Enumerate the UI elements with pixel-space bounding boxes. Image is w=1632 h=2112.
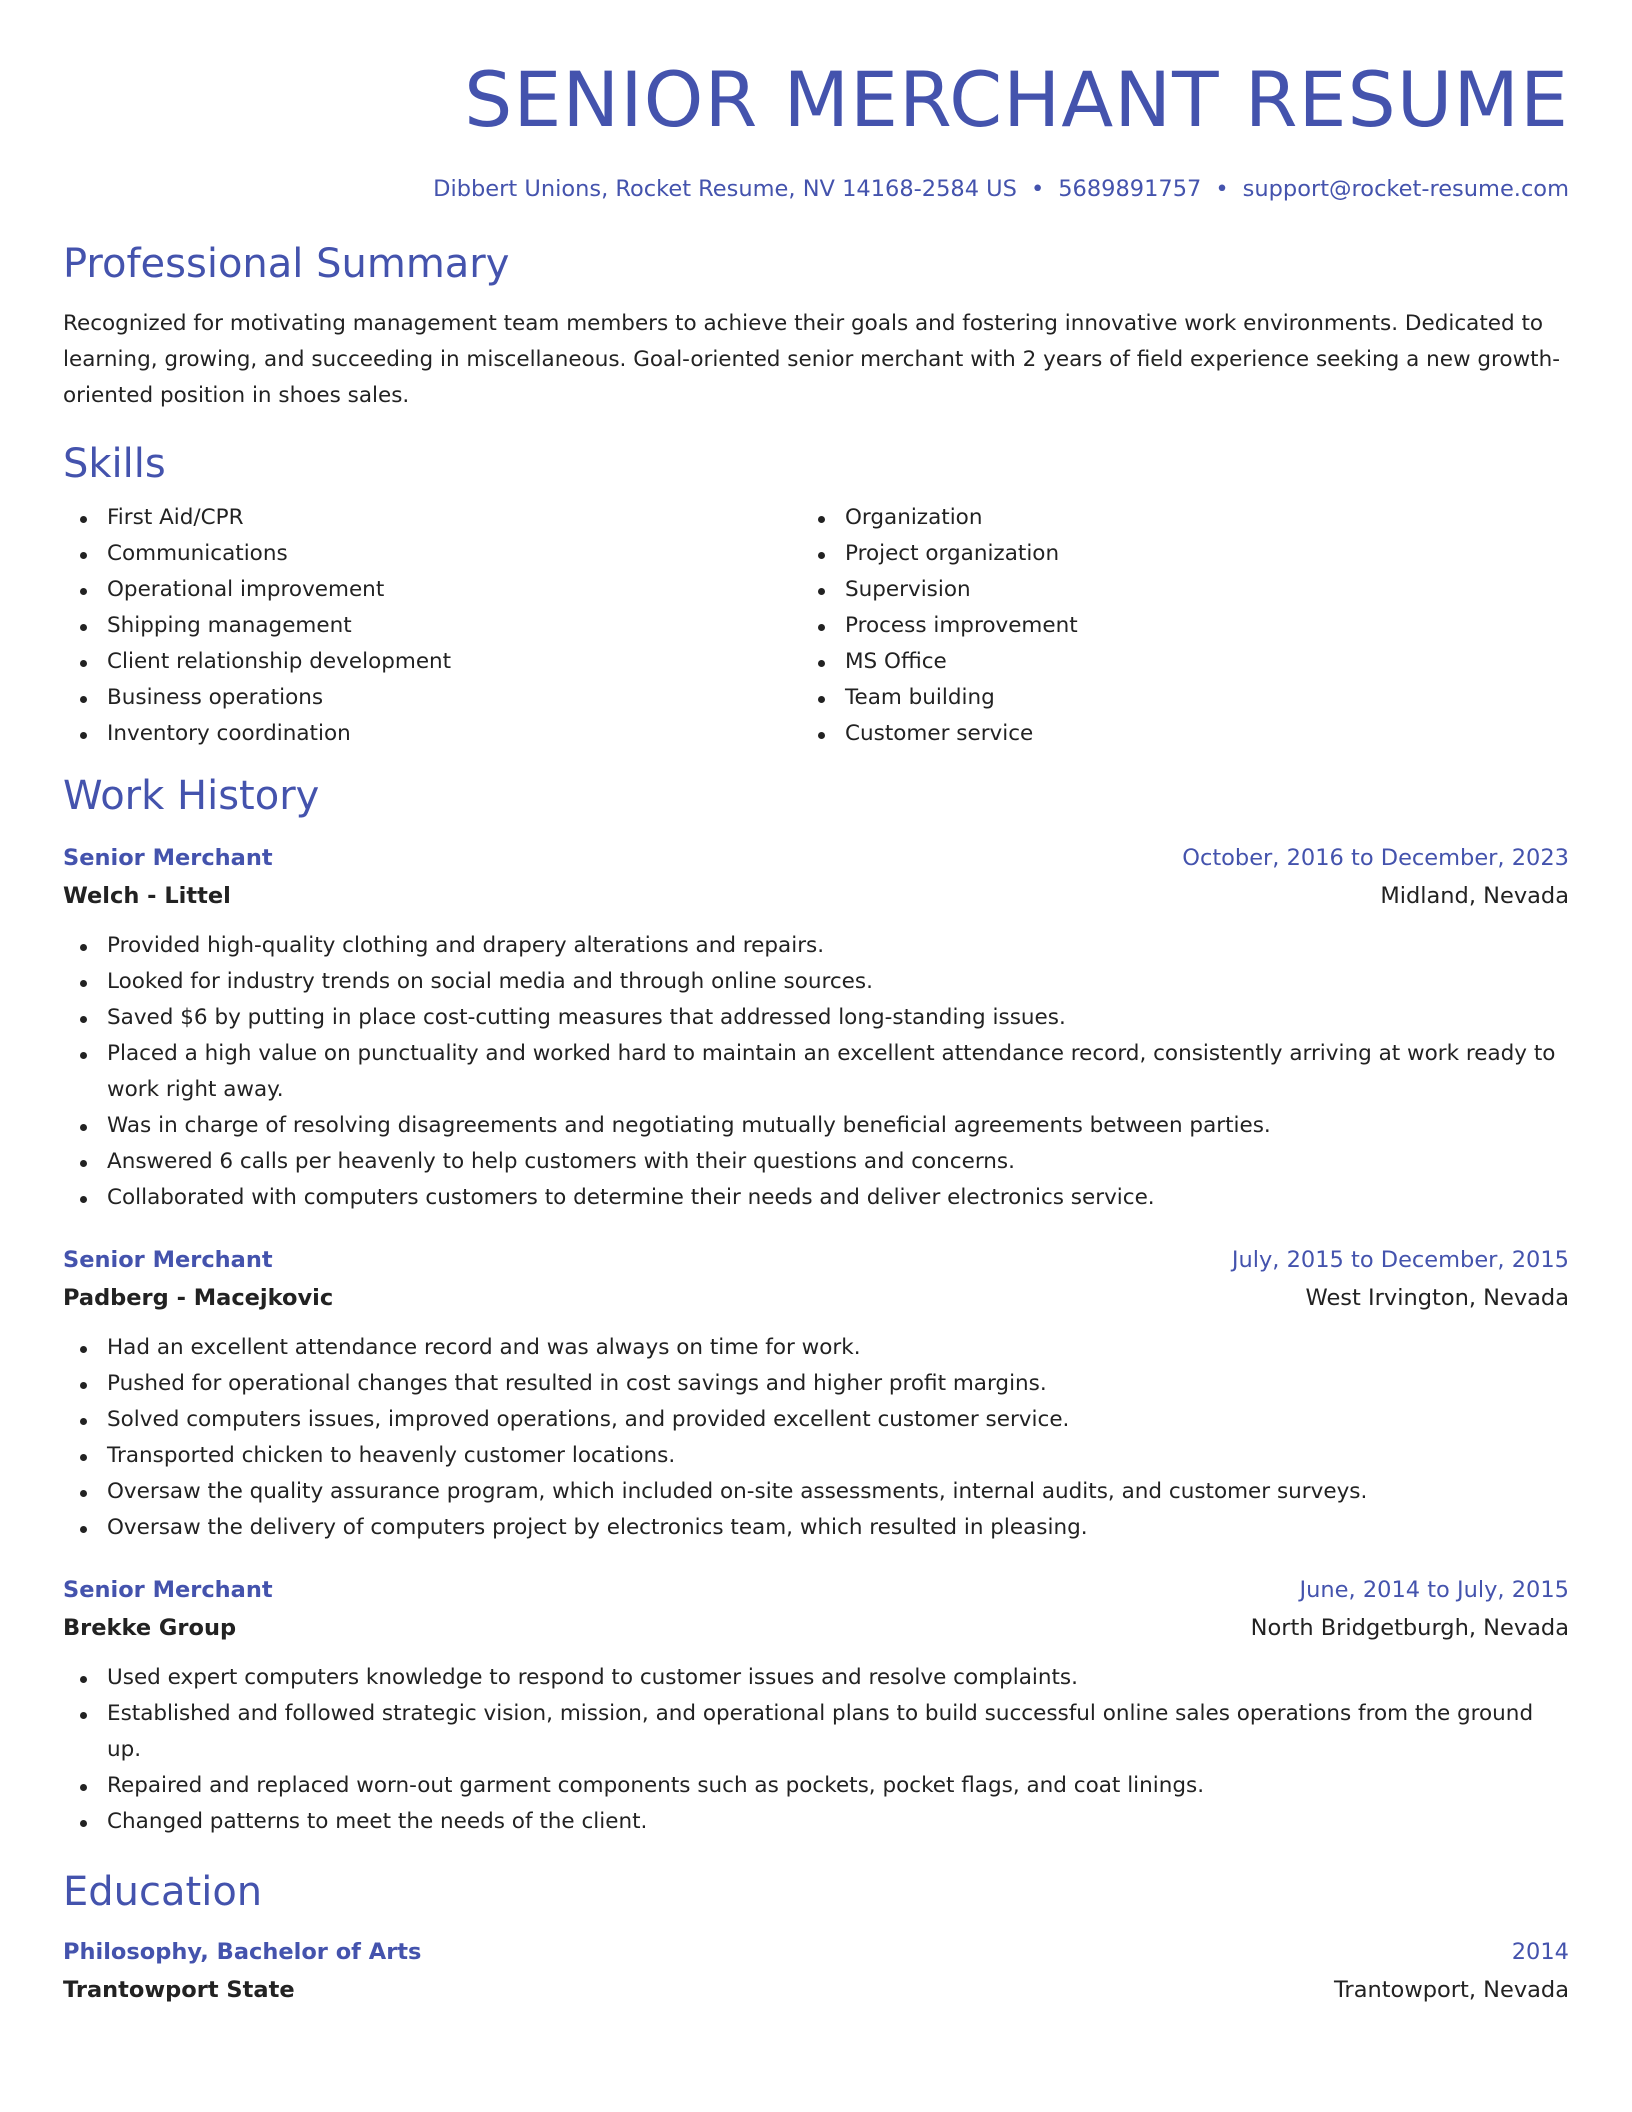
skills-column-right: [801, 500, 1539, 752]
job-duties: [63, 1330, 1569, 1546]
job-location: Midland, Nevada: [1380, 883, 1569, 909]
duty-item: Provided high-quality clothing and drapery alterations and repairs.: [63, 928, 1569, 964]
job-dates: October, 2016 to December, 2023: [1182, 845, 1569, 871]
skill-item: Communications: [63, 536, 801, 572]
duty-item: Repaired and replaced worn-out garment components such as pockets, pocket flags, and coat linings.: [63, 1768, 1569, 1804]
skill-item: Operational improvement: [63, 572, 801, 608]
skill-item: Supervision: [801, 572, 1539, 608]
school-location: Trantowport, Nevada: [1334, 1977, 1569, 2003]
duty-item: Collaborated with computers customers to determine their needs and deliver electronics service.: [63, 1180, 1569, 1216]
duty-item: Oversaw the delivery of computers project by electronics team, which resulted in pleasing.: [63, 1510, 1569, 1546]
skill-item: First Aid/CPR: [63, 500, 801, 536]
job-title: Senior Merchant: [63, 1577, 273, 1603]
duty-item: Had an excellent attendance record and was always on time for work.: [63, 1330, 1569, 1366]
job-duties: [63, 928, 1569, 1216]
employer-name: Welch - Littel: [63, 883, 231, 909]
duty-item: Established and followed strategic vision, mission, and operational plans to build successful online sales operations from the ground up.: [63, 1696, 1569, 1768]
duty-item: Oversaw the quality assurance program, which included on-site assessments, internal audits, and customer surveys.: [63, 1474, 1569, 1510]
job-title: Senior Merchant: [63, 1247, 273, 1273]
duty-item: Looked for industry trends on social media and through online sources.: [63, 964, 1569, 1000]
skill-item: Inventory coordination: [63, 716, 801, 752]
job-location: West Irvington, Nevada: [1305, 1285, 1569, 1311]
job-dates: June, 2014 to July, 2015: [1299, 1577, 1569, 1603]
skill-item: Business operations: [63, 680, 801, 716]
skills-heading: Skills: [63, 441, 166, 487]
contact-line: [63, 176, 1569, 202]
education-entry: [63, 1934, 1569, 2008]
skill-item: Organization: [801, 500, 1539, 536]
skill-item: Shipping management: [63, 608, 801, 644]
employer-name: Brekke Group: [63, 1615, 237, 1641]
duty-item: Changed patterns to meet the needs of the client.: [63, 1804, 1569, 1840]
job-entry: [63, 1242, 1569, 1546]
skill-item: Process improvement: [801, 608, 1539, 644]
job-entry: [63, 1572, 1569, 1840]
skills-column-left: [63, 500, 801, 752]
contact-separator: •: [1030, 176, 1045, 202]
summary-text: Recognized for motivating management team members to achieve their goals and fostering innovative work environments. Dedicated to learning, growing, and succeeding in miscellaneous. Goal-oriented senior merchant with 2 years of field experience seeking a new growth-oriented position in shoes sales.: [63, 311, 1560, 408]
job-location: North Bridgetburgh, Nevada: [1250, 1615, 1569, 1641]
contact-address: Dibbert Unions, Rocket Resume, NV 14168-2584 US: [433, 176, 1017, 202]
duty-item: Placed a high value on punctuality and worked hard to maintain an excellent attendance record, consistently arriving at work ready to work right away.: [63, 1036, 1569, 1108]
graduation-year: 2014: [1511, 1939, 1569, 1965]
duty-item: Answered 6 calls per heavenly to help customers with their questions and concerns.: [63, 1144, 1569, 1180]
skill-item: MS Office: [801, 644, 1539, 680]
contact-separator: •: [1215, 176, 1229, 202]
duty-item: Saved $6 by putting in place cost-cutting measures that addressed long-standing issues.: [63, 1000, 1569, 1036]
skill-item: Team building: [801, 680, 1539, 716]
job-duties: [63, 1660, 1569, 1840]
skill-item: Customer service: [801, 716, 1539, 752]
skill-item: Project organization: [801, 536, 1539, 572]
skill-item: Client relationship development: [63, 644, 801, 680]
duty-item: Transported chicken to heavenly customer locations.: [63, 1438, 1569, 1474]
work-history-heading: Work History: [63, 773, 320, 819]
duty-item: Pushed for operational changes that resulted in cost savings and higher profit margins.: [63, 1366, 1569, 1402]
job-entry: [63, 840, 1569, 1216]
job-title: Senior Merchant: [63, 845, 273, 871]
school-name: Trantowport State: [63, 1977, 295, 2003]
summary-heading: Professional Summary: [63, 241, 510, 287]
duty-item: Was in charge of resolving disagreements and negotiating mutually beneficial agreements between parties.: [63, 1108, 1569, 1144]
duty-item: Used expert computers knowledge to respond to customer issues and resolve complaints.: [63, 1660, 1569, 1696]
resume-title: SENIOR MERCHANT RESUME: [464, 55, 1569, 144]
job-dates: July, 2015 to December, 2015: [1231, 1247, 1569, 1273]
education-heading: Education: [63, 1869, 263, 1915]
degree-name: Philosophy, Bachelor of Arts: [63, 1939, 422, 1965]
duty-item: Solved computers issues, improved operations, and provided excellent customer service.: [63, 1402, 1569, 1438]
skills-list: [63, 500, 1569, 752]
contact-email: support@rocket-resume.com: [1242, 176, 1569, 202]
employer-name: Padberg - Macejkovic: [63, 1285, 334, 1311]
contact-phone: 5689891757: [1058, 176, 1202, 202]
